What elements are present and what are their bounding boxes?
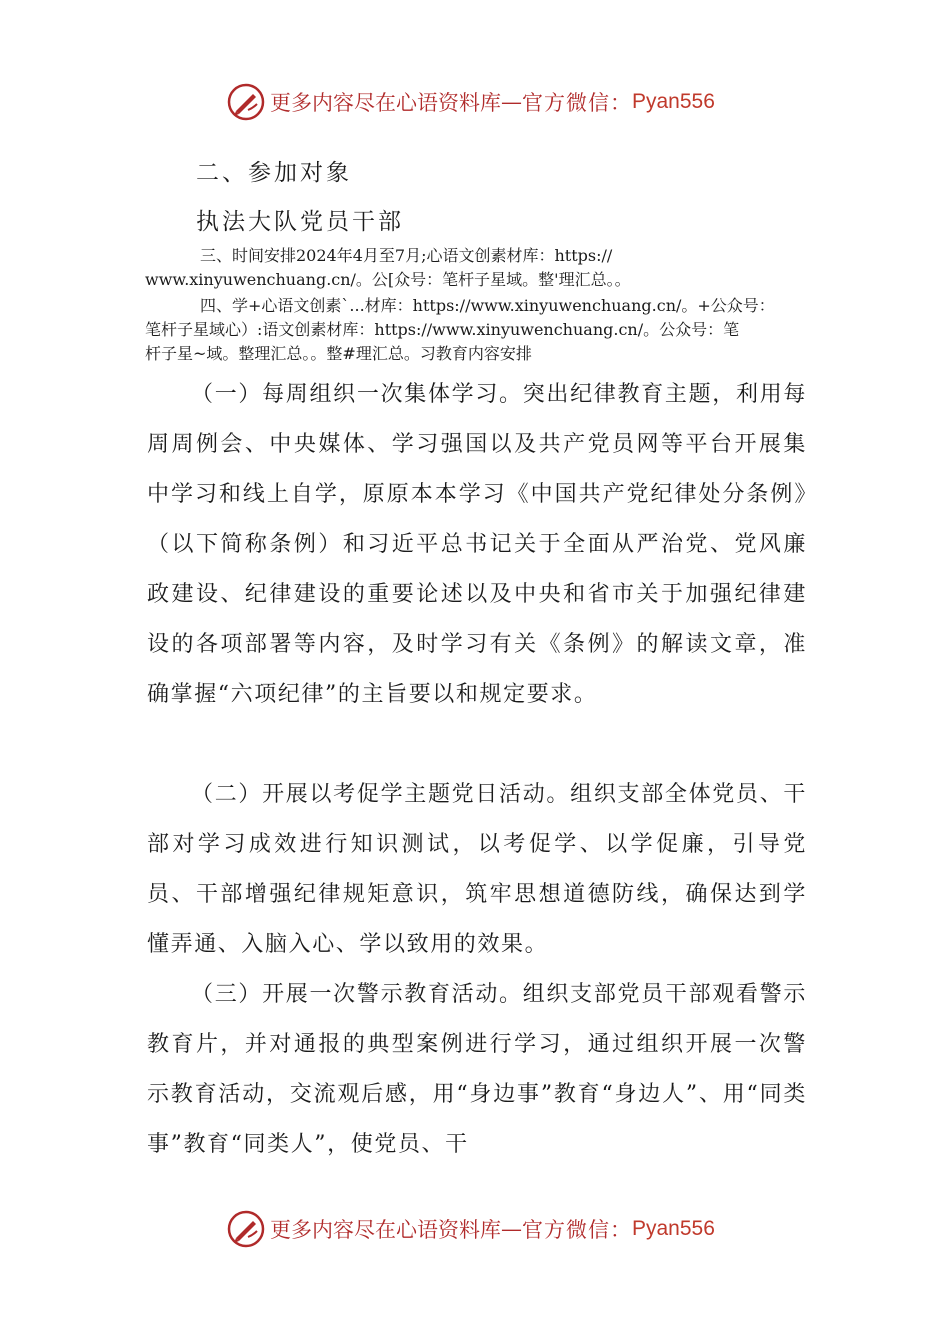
pen-logo-icon (226, 1209, 266, 1249)
banner-dash: — (501, 90, 522, 114)
banner-wechat-id: Pyan556 (632, 90, 715, 113)
section-heading-participants: 二、参加对象 (196, 160, 352, 186)
schedule-line-2: www.xinyuwenchuang.cn/。公[众号：笔杆子星域。整'理汇总。。 (145, 270, 631, 289)
content-line-1: 四、学+心语文创素`...材库：https://www.xinyuwenchuang.cn/。+公众号： (200, 296, 775, 315)
banner-dash: — (501, 1217, 522, 1241)
paragraph-warning-education: （三）开展一次警示教育活动。组织支部党员干部观看警示教育片，并对通报的典型案例进行学习，通过组织开展一次警示教育活动，交流观后感，用“身边事”教育“身边人”、用“同类事”教育“同类人”，使党员、干 (147, 982, 807, 1157)
banner-wechat-label: 官方微信： (522, 1218, 632, 1242)
content-line-3: 杆子星~域。整理汇总。。整#理汇总。习教育内容安排 (145, 344, 532, 363)
footer-watermark-banner (226, 1207, 715, 1251)
participants-text: 执法大队党员干部 (196, 209, 404, 235)
paragraph-collective-study: （一）每周组织一次集体学习。突出纪律教育主题，利用每周周例会、中央媒体、学习强国以及共产党员网等平台开展集中学习和线上自学，原原本本学习《中国共产党纪律处分条例》（以下简称条例）和习近平总书记关于全面从严治党、党风廉政建设、纪律建设的重要论述以及中央和省市关于加强纪律建设的各项部署等内容，及时学习有关《条例》的解读文章，准确掌握“六项纪律”的主旨要以和规定要求。 (147, 382, 807, 707)
banner-text: 更多内容尽在心语资料库 (270, 91, 501, 115)
banner-text: 更多内容尽在心语资料库 (270, 1218, 501, 1242)
schedule-line-1: 三、时间安排2024年4月至7月;心语文创素材库：https:// (200, 246, 613, 265)
header-watermark-banner (226, 80, 715, 124)
banner-wechat-label: 官方微信： (522, 91, 632, 115)
banner-wechat-id: Pyan556 (632, 1217, 715, 1240)
content-section (145, 294, 805, 366)
content-line-2: 笔杆子星域心）:语文创素材库：https://www.xinyuwenchuang.cn/。公众号：笔 (145, 320, 740, 339)
paragraph-exam-activity: （二）开展以考促学主题党日活动。组织支部全体党员、干部对学习成效进行知识测试，以考促学、以学促廉，引导党员、干部增强纪律规矩意识，筑牢思想道德防线，确保达到学懂弄通、入脑入心、学以致用的效果。 (147, 782, 807, 957)
pen-logo-icon (226, 82, 266, 122)
schedule-section (145, 244, 805, 292)
